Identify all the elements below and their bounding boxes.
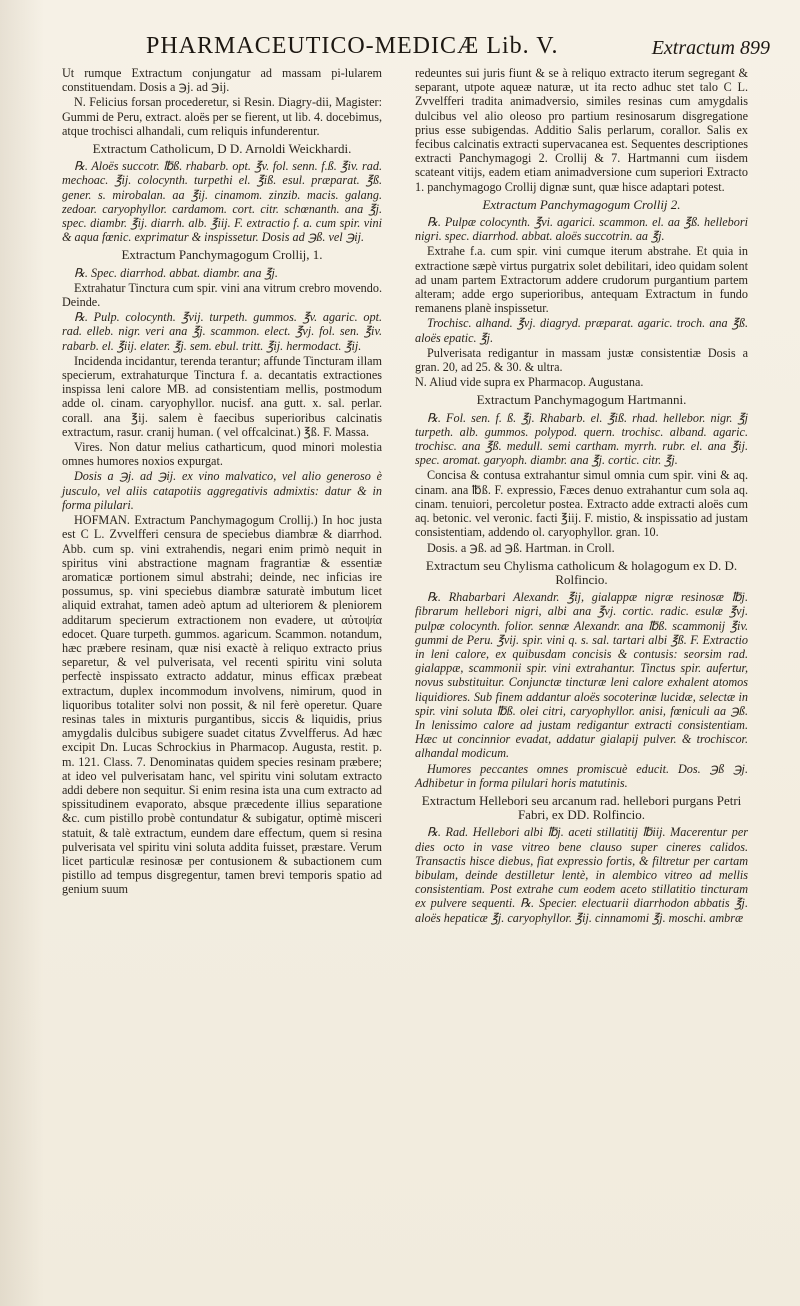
page-number bbox=[652, 37, 770, 60]
recipe-paragraph: ℞. Aloës succotr. ℔ß. rhabarb. opt. ℥v. fol. senn. f.ß. ℥iv. rad. mechoac. ℥ij. colocynth. turpethi el. ℥iß. esul. præparat. ℥ß. gener. s. mirobalan. aa ℥ij. cinamom. zinzib. macis. galang. zedoar. caryophyllor. cardamom. cort. citr. schœnanth. ana ℥j. spec. diambr. ℥ij. diarrh. alb. ℥iij. F. extractio f. a. cum spir. vini & aqua fœnic. exprimatur & inspissetur. Dosis ad ℈ß. vel ℈ij. bbox=[62, 159, 382, 245]
section-heading: Extractum seu Chylisma catholicum & holagogum ex D. D. Rolfincio. bbox=[425, 557, 738, 587]
recipe-paragraph: ℞. Fol. sen. f. ß. ℥j. Rhabarb. el. ℥iß. rhad. hellebor. nigr. ℥j turpeth. alb. gummos. polypod. quern. trochisc. alband. agaric. trochisc. ana ℥ß. medull. semi cartham. myrrh. rubr. el. ana ℥ij. spec. aromat. garyoph. diambr. ana ℥j. cortic. citr. ℥j. bbox=[415, 410, 748, 468]
page-header bbox=[60, 33, 780, 63]
body-paragraph: Incidenda incidantur, terenda terantur; affunde Tincturam illam specierum, extrahaturque Tinctura f. a. decantatis extractiones inspissa leni calore MB. ad consistentiam mellis, postmodum adde ol. cinam. caryophyllor. nucisf. ana gutt. x. sal. perlar. corall. ana ℥ij. salem è faecibus superioribus calcinatis extractum, rasur. cranij human. ( vel offcalcinat.) ℥ß. F. Massa. bbox=[62, 353, 382, 439]
recipe-paragraph: ℞. Pulp. colocynth. ℥vij. turpeth. gummos. ℥v. agaric. opt. rad. elleb. nigr. veri ana ℥j. scammon. elect. ℥vj. fol. sen. ℥iv. rabarb. el. ℥iij. elater. ℥j. sem. ebul. tritt. ℥ij. hermodact. ℥ij. bbox=[62, 310, 382, 353]
body-paragraph: Dosis a ℈j. ad ℈ij. ex vino malvatico, vel alio generoso è jusculo, vel aliis catapotiis aggregativis admixtis: datur & in forma pilulari. bbox=[62, 469, 382, 512]
body-paragraph: N. Aliud vide supra ex Pharmacop. Augustana. bbox=[415, 375, 644, 390]
left-column bbox=[62, 66, 382, 898]
recipe-paragraph: Trochisc. alhand. ℥vj. diagryd. præparat. agaric. troch. ana ℥ß. aloës epatic. ℥j. bbox=[415, 316, 748, 345]
body-paragraph: Concisa & contusa extrahantur simul omnia cum spir. vini & aq. cinam. ana ℔ß. F. expressio, Fæces denuo extrahantur cum sola aq. cinam. tenuiori, percoletur postea. Extracto adde extracti aloës cum aq. betonic. vel veronic. facti ℥iij. F. mistio, & inspissatio ad justam consistentiam, addendo ol. caryophyllor. gran. 10. bbox=[415, 468, 748, 540]
body-paragraph: HOFMAN. Extractum Panchymagogum Crollij.) In hoc justa est C L. Zvvelfferi censura de speciebus diambræ & diarrhod. Abb. cum sp. vini extrahendis, negari enim primò nequit in spiritus vini abstractione magnam fragrantiæ & essentiæ aromaticæ portionem simul abstrahi; deinde, nec inficias ire possumus, sp. vini speciebus diambræ saturatè imbutum licet aliquid extrahat, tamen adeò aptum ad ulteriorem & pleniorem additarum specierum extractionem non evadere, ut αὐτοψία edocet. Quare turpeth. gummos. agaricum. Scammon. notandum, hæc præbere resinam, quæ nisi exactè à reliquo extracto prius separetur, & vel pulverisata, vel recenti spiritu vini soluta perfectè inspissato extracto addatur, minus efficax præbeat extractum, duplex incommodum involvens, nimirum, quod in liquoribus totaliter solvi non possit, & nil ferè operetur. Quare resinas tales in mixturis purgantibus, siccis & liquidis, prius amygdalis dulcibus subigere suadet citatus Zvvelfferus. Ad hæc excipit Dn. Lucas Schrockius in Pharmacop. Augusta, restit. p. m. 121. Class. 7. Denominatas quidem species resinam præbere; at ideo vel pulverisatam hanc, vel spiritu vini solutam extracto addi debere non sequitur. Si enim resina ista una cum extracto ad spissitudinem evaporato, absque præcedente illius separatione &c. cum pistillo probè contundatur & subigatur, optimè misceri statuit, & talè extractum, eundem dare effectum, quem si resina pulverisata vel spiritu vini soluta addita fuisset, præstare. Verum licet particulæ resinosæ per contusionem & subactionem cum pistillo ad tempus disgregentur, tamen brevi temporis spatio ad genium suum bbox=[62, 513, 382, 897]
body-paragraph: redeuntes sui juris fiunt & se à reliquo extracto iterum segregant & separant, utpote aqueæ naturæ, ut ita recto adhuc stet talo C L. Zvvelfferi tradita animadversio, similes resinas cum amygdalis dulcibus vel alio oleoso pro partium resinosarum disgregatione prius esse subigendas. Additio Salis perlarum, corallor. Salis ex fecibus calcinatis extracti supervacanea est. Sequentes descriptiones extracti Panchymagogi 2. Crollij & 7. Hartmanni cum iisdem scateant vitijs, eadem etiam animadversione cum superiori Extracto 1. panchymagogo Crollij dignæ sunt, quæ hisce adaptari potest. bbox=[415, 66, 748, 194]
body-paragraph: Dosis. a ℈ß. ad ℈ß. Hartman. in Croll. bbox=[427, 540, 615, 555]
recipe-paragraph: ℞. Rad. Hellebori albi ℔j. aceti stillatitij ℔iij. Macerentur per dies octo in vase vitreo bene clauso super cineres calidos. Transactis hisce diebus, fiat expressio fortis, & filtretur per cartam bibulam, deinde destilletur lentè, in alembico vitreo ad mellis consistentiam. Post extrahe cum eodem aceto stillatitio tincturam ex pulvere sequenti. ℞. Specier. electuarii diarrhodon abbatis ℥j. aloës hepaticæ ℥j. caryophyllor. ℥ij. cinnamomi ℥j. moschi. ambræ bbox=[415, 825, 748, 925]
body-paragraph: Humores peccantes omnes promiscuè educit. Dos. ℈ß ℈j. Adhibetur in forma pilulari horis matutinis. bbox=[415, 761, 748, 790]
body-paragraph: Extrahatur Tinctura cum spir. vini ana vitrum crebro movendo. Deinde. bbox=[62, 280, 382, 310]
page-gutter-shadow bbox=[0, 0, 44, 1306]
section-heading: Extractum Panchymagogum Hartmanni. bbox=[476, 392, 687, 408]
section-label: Extractum bbox=[651, 37, 735, 59]
right-column bbox=[415, 66, 748, 926]
recipe-paragraph: ℞. Rhabarbari Alexandr. ℥ij, gialappæ nigræ resinosæ ℔j. fibrarum hellebori nigri, albi ana ℥vj. cortic. radic. esulæ ℥vj. pulpæ colocynth. folior. sennæ Alexandr. ana ℔ß. scammonij ℥iv. gummi de Peru. ℥vij. spir. vini q. s. sal. tartari albi ℥ß. F. Extractio in leni calore, ex quibusdam concisis & contusis: seorsim rad. gialappæ, scammonii spir. vini extrahantur. Tinctus spir. aufertur, novus substituitur. Conjunctæ tincturæ leni calore exhalent atomos liquidiores. Sub finem addantur aloës socoterinæ lucidæ, selectæ in spir. vini soluta ℔ß. olei citri, caryophyllor. anisi, fœniculi aa ℈ß. In lenissimo calore ad justam redigantur extracti consistentiam. Hæc ut concinnior evadat, addatur gialapij pulver. & trochiscor. alhandal modicum. bbox=[415, 590, 748, 761]
page-number-value: 899 bbox=[740, 37, 770, 59]
recipe-paragraph: ℞. Pulpæ colocynth. ℥vi. agarici. scammon. el. aa ℥ß. hellebori nigri. spec. diarrhod. abbat. aloës succotrin. aa ℥j. bbox=[415, 215, 748, 244]
section-heading: Extractum Panchymagogum Crollij, 1. bbox=[121, 247, 323, 263]
running-title: PHARMACEUTICO-MEDICÆ Lib. V. bbox=[146, 33, 559, 59]
section-heading: Extractum Panchymagogum Crollij 2. bbox=[482, 196, 681, 212]
body-paragraph: Pulverisata redigantur in massam justæ consistentiæ Dosis a gran. 20, ad 25. & 30. & ultra. bbox=[415, 345, 748, 375]
recipe-paragraph: ℞. Spec. diarrhod. abbat. diambr. ana ℥j. bbox=[74, 265, 278, 280]
body-paragraph: Extrahe f.a. cum spir. vini cumque iterum abstrahe. Et quia in extractione sæpè virtus purgatrix solet debilitari, ideo quidam solent ad unam partem Extractorum addere crudorum purgantium partem alteram; adde ergo superioribus, antequam Extractum in fundo remanens planè inspissetur. bbox=[415, 244, 748, 316]
body-paragraph: Vires. Non datur melius catharticum, quod minori molestia omnes humores noxios expurgat. bbox=[62, 440, 382, 469]
body-paragraph: N. Felicius forsan procederetur, si Resin. Diagry-dii, Magister: Gummi de Peru, extract. aloës per se fierent, ut lib. 4. docebimus, atque trochisci alhandali, cum reliquis infunderentur. bbox=[62, 95, 382, 138]
body-paragraph: Ut rumque Extractum conjungatur ad massam pi-lularem constituendam. Dosis a ℈j. ad ℈ij. bbox=[62, 66, 382, 95]
section-heading: Extractum Hellebori seu arcanum rad. hellebori purgans Petri Fabri, ex DD. Rolfincio. bbox=[421, 792, 742, 823]
section-heading: Extractum Catholicum, D D. Arnoldi Weickhardi. bbox=[92, 141, 352, 157]
